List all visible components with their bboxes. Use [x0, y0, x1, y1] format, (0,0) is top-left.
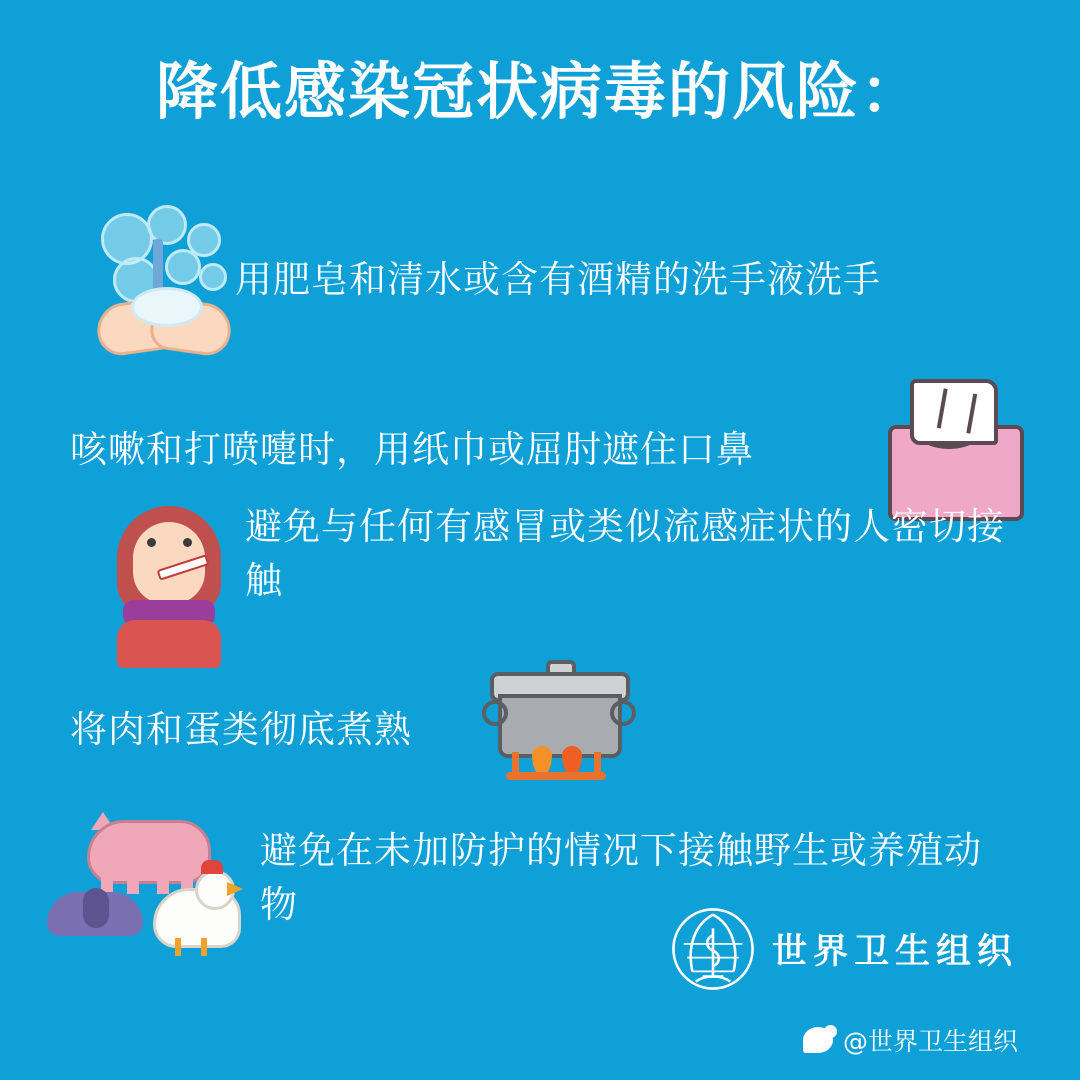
weibo-icon: [803, 1027, 833, 1053]
weibo-credit[interactable]: [803, 1022, 1018, 1058]
tip-avoid-animals-label: 避免在未加防护的情况下接触野生或养殖动物: [260, 829, 982, 926]
tip-avoid-contact-label: 避免与任何有感冒或类似流感症状的人密切接触: [245, 505, 1005, 602]
who-logo: [670, 906, 1018, 992]
tip-wash-hands-label: 用肥皂和清水或含有酒精的洗手液洗手: [235, 258, 881, 302]
tip-wash-hands: [95, 205, 1025, 355]
weibo-handle: @世界卫生组织: [842, 1027, 1018, 1056]
cooking-pot-icon: [472, 660, 642, 800]
farm-animals-icon: [45, 810, 260, 960]
page-title: 降低感染冠状病毒的风险：: [155, 55, 924, 128]
who-emblem-icon: [670, 906, 756, 992]
tip-cover-cough-label: 咳嗽和打喷嚏时，用纸巾或屈肘遮住口鼻: [70, 428, 754, 472]
who-label: 世界卫生组织: [771, 932, 1018, 972]
tip-cook-thoroughly: [70, 660, 1030, 800]
tip-avoid-contact: [95, 500, 1025, 670]
sick-person-icon: [95, 500, 245, 670]
washing-hands-icon: [95, 205, 235, 355]
tip-cook-thoroughly-label: 将肉和蛋类彻底煮熟: [70, 708, 412, 752]
